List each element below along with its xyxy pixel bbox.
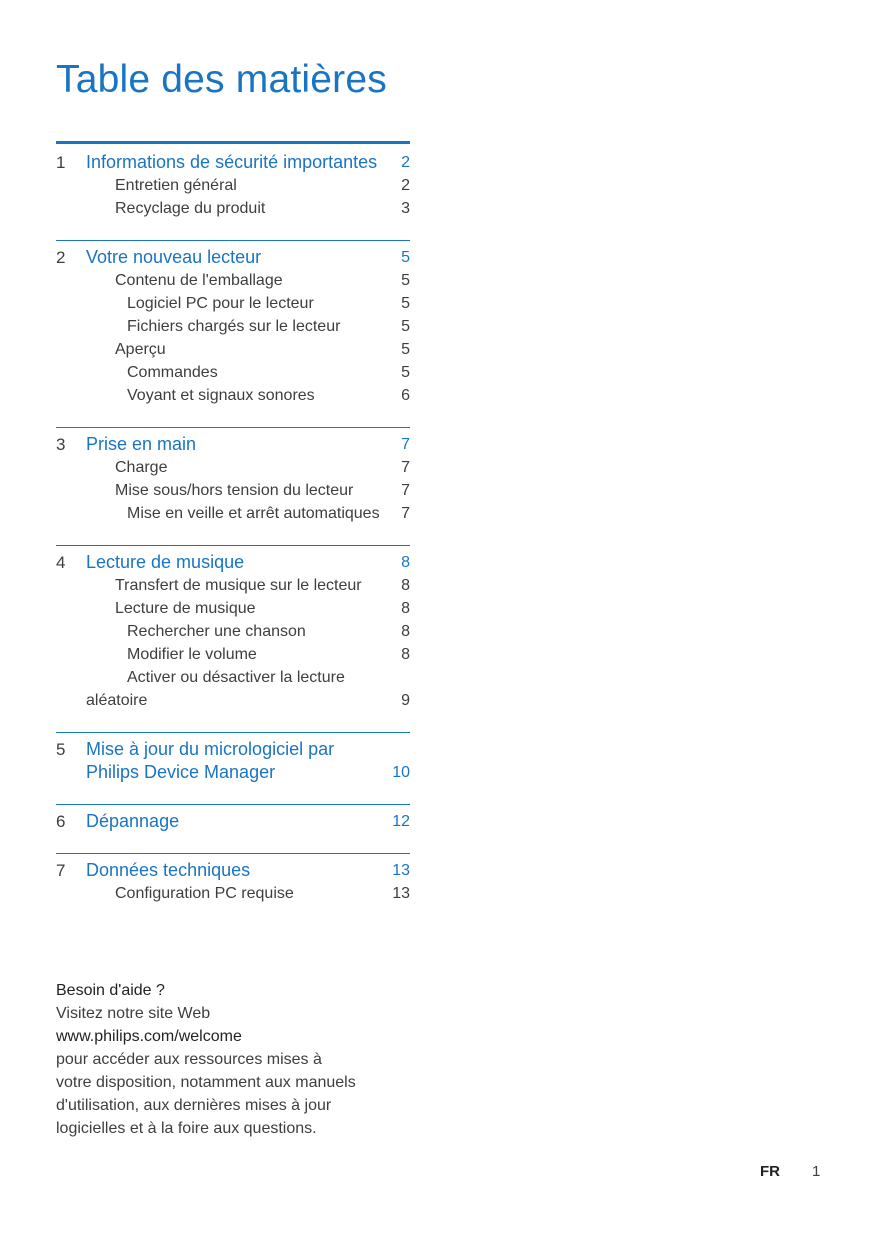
language-code: FR: [760, 1163, 780, 1180]
section-page: 8: [401, 554, 410, 571]
help-line: votre disposition, notamment aux manuels: [56, 1074, 356, 1091]
entry-title: Contenu de l'emballage: [115, 272, 283, 289]
entry-title: Aperçu: [115, 341, 166, 358]
entry-page: 9: [401, 692, 410, 709]
toc-section-heading[interactable]: [56, 433, 410, 456]
section-title: Lecture de musique: [86, 552, 245, 572]
toc-section: [56, 733, 410, 804]
entry-page: 6: [401, 387, 410, 404]
toc-entry[interactable]: [56, 315, 410, 338]
entry-title: Charge: [115, 459, 168, 476]
entry-title: Mise sous/hors tension du lecteur: [115, 482, 354, 499]
entry-page: 8: [401, 577, 410, 594]
toc-entry[interactable]: [56, 292, 410, 315]
entry-page: 7: [401, 459, 410, 476]
entry-title: Logiciel PC pour le lecteur: [127, 295, 314, 312]
toc-entry[interactable]: [56, 197, 410, 220]
toc-entry[interactable]: [56, 174, 410, 197]
entry-title: Lecture de musique: [115, 600, 256, 617]
section-title: Mise à jour du micrologiciel par: [86, 739, 335, 759]
section-title: Votre nouveau lecteur: [86, 247, 262, 267]
entry-title: Fichiers chargés sur le lecteur: [127, 318, 341, 335]
section-page: 7: [401, 436, 410, 453]
section-title: Prise en main: [86, 434, 197, 454]
section-title: Informations de sécurité importantes: [86, 152, 378, 172]
help-heading: Besoin d'aide ?: [56, 982, 165, 999]
entry-page: 7: [401, 482, 410, 499]
entry-title: Configuration PC requise: [115, 885, 294, 902]
section-number: 7: [56, 861, 66, 880]
toc-section: [56, 144, 410, 240]
help-line: d'utilisation, aux dernières mises à jour: [56, 1097, 332, 1114]
help-block: [56, 979, 416, 1140]
entry-title: Voyant et signaux sonores: [127, 387, 315, 404]
entry-title: Commandes: [127, 364, 218, 381]
section-number: 2: [56, 248, 66, 267]
toc-section: [56, 854, 410, 925]
toc-section-heading[interactable]: [56, 738, 410, 761]
entry-page: 7: [401, 505, 410, 522]
toc-section-heading[interactable]: [56, 151, 410, 174]
entry-title: Rechercher une chanson: [127, 623, 306, 640]
section-page: 2: [401, 154, 410, 171]
entry-title: Entretien général: [115, 177, 237, 194]
toc-entry[interactable]: [56, 666, 410, 689]
section-title: Dépannage: [86, 811, 180, 831]
toc-entry[interactable]: [56, 689, 410, 712]
toc-section: [56, 805, 410, 853]
entry-page: 5: [401, 272, 410, 289]
toc-entry[interactable]: [56, 479, 410, 502]
help-line: Visitez notre site Web: [56, 1005, 211, 1022]
entry-title: Activer ou désactiver la lecture: [127, 669, 345, 686]
toc-entry[interactable]: [56, 384, 410, 407]
entry-page: 5: [401, 295, 410, 312]
toc-entry[interactable]: [56, 882, 410, 905]
section-page: 10: [392, 764, 410, 781]
toc-section: [56, 241, 410, 427]
entry-page: 5: [401, 318, 410, 335]
toc-section: [56, 546, 410, 732]
toc-section-heading[interactable]: [56, 551, 410, 574]
toc-entry[interactable]: [56, 269, 410, 292]
section-number: 6: [56, 812, 66, 831]
entry-page: 8: [401, 646, 410, 663]
toc-entry[interactable]: [56, 502, 410, 525]
entry-title: Modifier le volume: [127, 646, 257, 663]
toc-entry[interactable]: [56, 361, 410, 384]
page-footer: [760, 1163, 821, 1180]
toc-entry[interactable]: [56, 597, 410, 620]
help-url-link[interactable]: www.philips.com/welcome: [56, 1028, 242, 1045]
toc-section: [56, 428, 410, 545]
entry-page: 13: [392, 885, 410, 902]
entry-page: 5: [401, 364, 410, 381]
help-line: pour accéder aux ressources mises à: [56, 1051, 322, 1068]
toc-section-heading[interactable]: [56, 246, 410, 269]
entry-title: aléatoire: [86, 692, 148, 709]
section-page: 12: [392, 813, 410, 830]
section-page: 13: [392, 862, 410, 879]
section-number: 3: [56, 435, 66, 454]
entry-page: 3: [401, 200, 410, 217]
toc-section-heading[interactable]: [56, 859, 410, 882]
help-line: logicielles et à la foire aux questions.: [56, 1120, 317, 1137]
entry-title: Recyclage du produit: [115, 200, 266, 217]
section-title-line2: Philips Device Manager: [86, 762, 276, 782]
entry-page: 2: [401, 177, 410, 194]
entry-title: Transfert de musique sur le lecteur: [115, 577, 362, 594]
table-of-contents: [56, 141, 410, 925]
entry-page: 8: [401, 623, 410, 640]
section-page: 5: [401, 249, 410, 266]
entry-page: 8: [401, 600, 410, 617]
toc-entry[interactable]: [56, 456, 410, 479]
toc-section-heading-continued[interactable]: [56, 761, 410, 784]
entry-title: Mise en veille et arrêt automatiques: [127, 505, 380, 522]
section-number: 5: [56, 740, 66, 759]
toc-entry[interactable]: [56, 643, 410, 666]
section-title: Données techniques: [86, 860, 251, 880]
page-title: Table des matières: [56, 58, 387, 101]
toc-entry[interactable]: [56, 574, 410, 597]
section-number: 4: [56, 553, 66, 572]
page-number: 1: [812, 1163, 821, 1180]
toc-entry[interactable]: [56, 620, 410, 643]
toc-section-heading[interactable]: [56, 810, 410, 833]
toc-entry[interactable]: [56, 338, 410, 361]
entry-page: 5: [401, 341, 410, 358]
section-number: 1: [56, 153, 66, 172]
